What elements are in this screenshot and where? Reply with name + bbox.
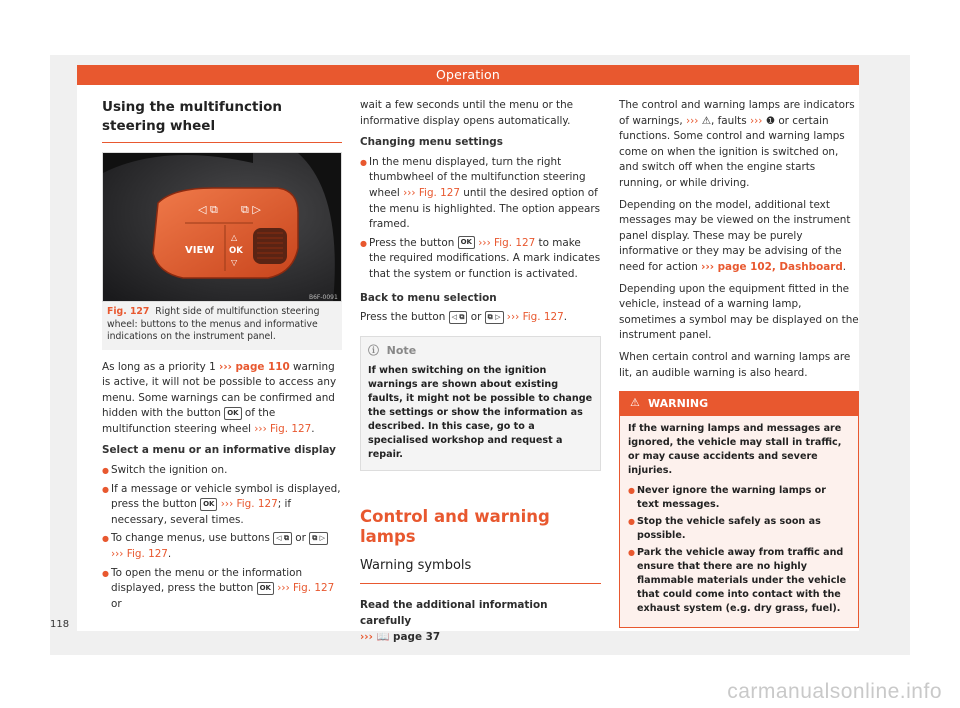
figure-link[interactable]: ››› Fig. 127 [217, 498, 278, 511]
menu-right-key-icon: ⧉ ▷ [309, 532, 328, 545]
subheading: Select a menu or an informative display [102, 444, 336, 457]
warning-link[interactable]: ››› [685, 114, 699, 127]
paragraph: Depending on the model, additional text messages may be viewed on the instrument panel display. These may be purely informative or they may be advising of the need for action ››› page 102, Dashboard. [619, 198, 851, 273]
figure-caption [102, 302, 342, 350]
figure-link[interactable]: ››› Fig. 127 [403, 186, 460, 199]
view-button-label: VIEW [185, 245, 215, 256]
chapter-title: Control and warning lamps [360, 507, 550, 547]
figure-caption-text: Right side of multifunction steering wheel: buttons to the menus and informative indications on the instrument panel. [107, 306, 320, 342]
watermark: carmanualsonline.info [727, 680, 942, 703]
page-number: 118 [50, 619, 70, 630]
svg-text:△: △ [231, 233, 238, 242]
column-2 [360, 98, 601, 651]
list-item: ● In the menu displayed, turn the right thumbwheel of the multifunction steering wheel ››› Fig. 127 until the desired option of the menu is highlighted. The option appears framed. [360, 155, 601, 233]
menu-left-key-icon: ◁ ⧉ [273, 532, 292, 545]
read-more: Read the additional information carefully ››› 📖 page 37 [360, 599, 548, 643]
figure-link[interactable]: ››› Fig. 127 [503, 311, 564, 324]
svg-text:▽: ▽ [231, 258, 238, 267]
paragraph: Press the button ◁ ⧉ or ⧉ ▷ ››› Fig. 127. [360, 311, 568, 324]
note-text: If when switching on the ignition warnings are shown about existing faults, it might not be possible to change the settings or show the information as described. In this case, go to a specialised workshop and request a repair. [368, 365, 593, 461]
menu-right-key-icon: ⧉ ▷ [485, 311, 504, 324]
svg-text:◁ ⧉: ◁ ⧉ [198, 203, 218, 216]
note-title: ⓘ Note [368, 343, 417, 357]
chapter-subtitle: Warning symbols [360, 557, 601, 584]
list-item: ● If a message or vehicle symbol is displayed, press the button OK ››› Fig. 127; if necessary, several times. [102, 482, 342, 529]
ok-key-icon: OK [257, 582, 274, 595]
list-item: ● Press the button OK ››› Fig. 127 to make the required modifications. A mark indicates that the system or function is activated. [360, 236, 601, 283]
note-box [360, 336, 601, 472]
subheading: Back to menu selection [360, 291, 497, 304]
warning-box [619, 391, 859, 628]
list-item: ● To open the menu or the information displayed, press the button OK ››› Fig. 127 or [102, 566, 342, 613]
column-3 [619, 98, 859, 628]
section-header: Operation [77, 65, 859, 85]
warning-body [620, 416, 858, 627]
warning-intro: If the warning lamps and messages are ignored, the vehicle may stall in traffic, or may cause accidents and severe injuries. [628, 422, 842, 476]
warning-header: ⚠ WARNING [620, 392, 858, 416]
figure-steering-wheel [102, 152, 342, 302]
section-heading: Using the multifunction steering wheel [102, 98, 342, 143]
column-1 [102, 98, 342, 615]
menu-left-key-icon: ◁ ⧉ [449, 311, 468, 324]
warning-triangle-icon: ⚠ [630, 396, 640, 410]
list-item: ● Park the vehicle away from traffic and ensure that there are no highly flammable materials under the vehicle that could come into contact with the exhaust system (e.g. dry grass, fuel). [628, 546, 850, 616]
subheading: Changing menu settings [360, 136, 503, 149]
figure-link[interactable]: ››› Fig. 127 [273, 582, 335, 595]
paragraph: The control and warning lamps are indicators of warnings, ››› ⚠, faults ››› ❶ or certain functions. Some control and warning lamps come on when the ignition is switched on, and switch off when the engine starts running, or while driving. [619, 99, 855, 189]
figure-link[interactable]: ››› Fig. 127 [254, 422, 312, 435]
list-item: ● Stop the vehicle safely as soon as possible. [628, 515, 850, 543]
paragraph: Depending upon the equipment fitted in the vehicle, instead of a warning lamp, sometimes a symbol may be displayed on the instrument panel. [619, 282, 859, 342]
figure-link[interactable]: ››› Fig. 127 [111, 548, 168, 561]
page-link[interactable]: ››› [360, 630, 373, 643]
ok-key-icon: OK [200, 498, 217, 511]
svg-text:⧉ ▷: ⧉ ▷ [241, 203, 261, 216]
figure-code: B6F-0091 [309, 294, 338, 301]
fault-link[interactable]: ››› [749, 114, 763, 127]
book-icon: 📖 [376, 630, 390, 643]
paragraph: When certain control and warning lamps are lit, an audible warning is also heard. [619, 350, 851, 379]
paragraph: wait a few seconds until the menu or the informative display opens automatically. [360, 99, 574, 127]
page-link[interactable]: ››› page 110 [219, 360, 290, 373]
list-item: ● Switch the ignition on. [102, 463, 342, 479]
ok-key-icon: OK [224, 407, 241, 420]
ok-key-icon: OK [458, 236, 475, 249]
figure-link[interactable]: ››› Fig. 127 [474, 236, 536, 249]
figure-label: Fig. 127 [107, 306, 150, 317]
info-icon: ⓘ [368, 343, 379, 357]
list-item: ● Never ignore the warning lamps or text messages. [628, 484, 850, 512]
list-item: ● To change menus, use buttons ◁ ⧉ or ⧉ ▷ ››› Fig. 127. [102, 531, 342, 562]
steering-wheel-illustration [103, 153, 342, 302]
ok-button-label: OK [229, 246, 243, 256]
page-link[interactable]: ››› page 102, Dashboard [701, 260, 843, 273]
paragraph: As long as a priority 1 ››› page 110 warning is active, it will not be possible to access any menu. Some warnings can be confirmed and hidden with the button OK of the multifunction steering wheel ››› Fig. 127. [102, 360, 337, 435]
